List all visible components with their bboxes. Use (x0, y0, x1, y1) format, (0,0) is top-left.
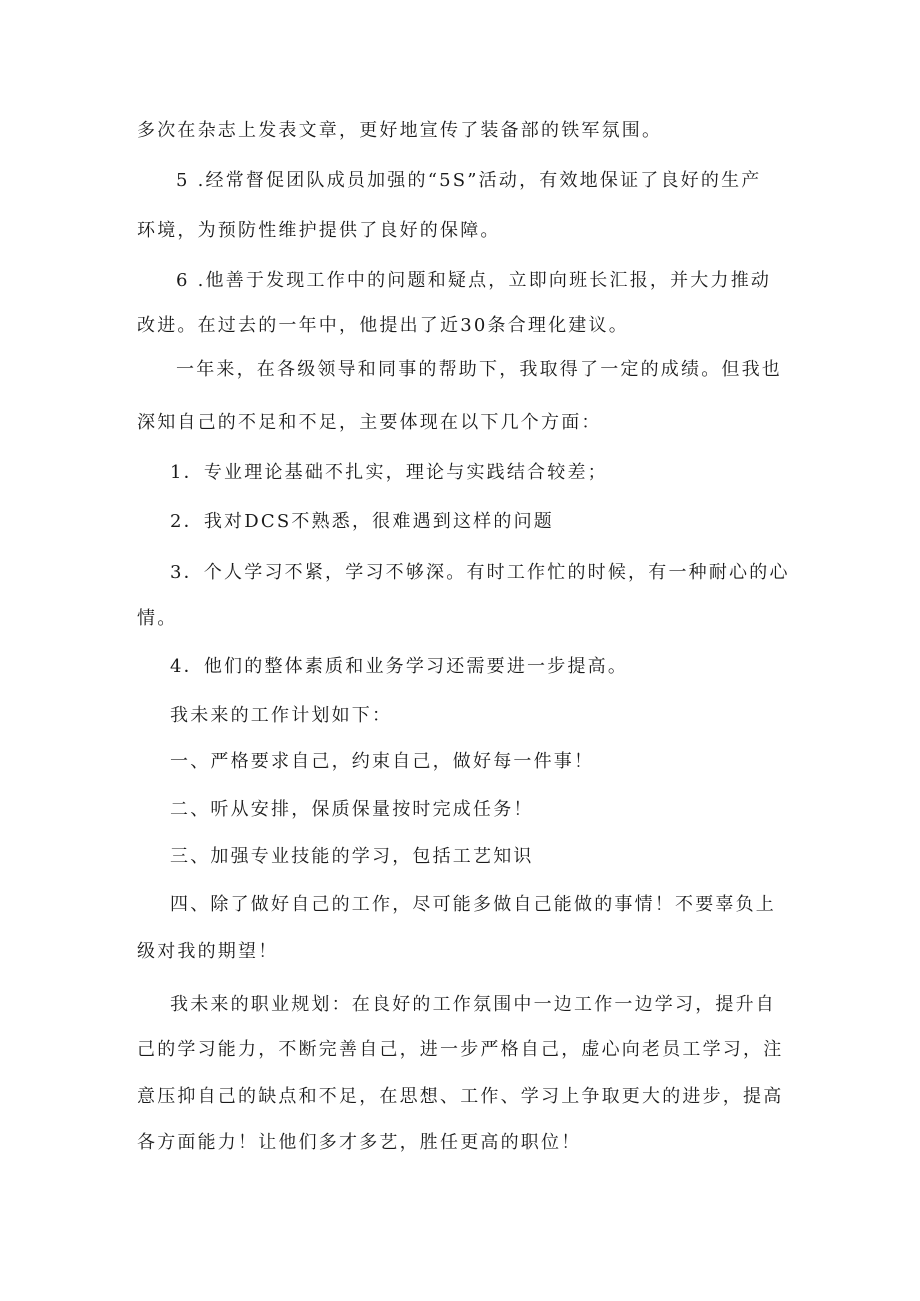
shortcoming-item-3: 3．个人学习不紧，学习不够深。有时工作忙的时候，有一种耐心的心 (170, 562, 790, 583)
plan-item-3: 三、加强专业技能的学习，包括工艺知识 (170, 846, 534, 867)
paragraph-line: 各方面能力！让他们多才多艺，胜任更高的职位！ (137, 1132, 582, 1153)
plan-heading: 我未来的工作计划如下： (170, 705, 393, 726)
list-item-6: 6 .他善于发现工作中的问题和疑点，立即向班长汇报，并大力推动 (176, 270, 772, 291)
paragraph-line: 级对我的期望！ (137, 941, 279, 962)
paragraph-line: 环境，为预防性维护提供了良好的保障。 (137, 220, 501, 241)
shortcoming-item-2: 2．我对DCS不熟悉，很难遇到这样的问题 (170, 511, 554, 532)
paragraph-line: 意压抑自己的缺点和不足，在思想、工作、学习上争取更大的进步，提高 (137, 1086, 784, 1107)
shortcoming-item-4: 4．他们的整体素质和业务学习还需要进一步提高。 (170, 656, 629, 677)
paragraph-line: 多次在杂志上发表文章，更好地宣传了装备部的铁军氛围。 (137, 120, 663, 141)
paragraph-line: 改进。在过去的一年中，他提出了近30条合理化建议。 (137, 315, 629, 336)
paragraph-line: 一年来，在各级领导和同事的帮助下，我取得了一定的成绩。但我也 (176, 359, 782, 380)
shortcoming-item-1: 1．专业理论基础不扎实，理论与实践结合较差； (170, 462, 608, 483)
paragraph-line: 己的学习能力，不断完善自己，进一步严格自己，虚心向老员工学习，注 (137, 1039, 784, 1060)
paragraph-line: 深知自己的不足和不足，主要体现在以下几个方面： (137, 412, 602, 433)
plan-item-2: 二、听从安排，保质保量按时完成任务！ (170, 799, 534, 820)
plan-item-1: 一、严格要求自己，约束自己，做好每一件事！ (170, 751, 595, 772)
career-plan-line: 我未来的职业规划：在良好的工作氛围中一边工作一边学习，提升自 (170, 994, 776, 1015)
plan-item-4: 四、除了做好自己的工作，尽可能多做自己能做的事情！不要辜负上 (170, 894, 776, 915)
list-item-5: 5 .经常督促团队成员加强的“5S”活动，有效地保证了良好的生产 (176, 170, 762, 191)
paragraph-line: 情。 (137, 608, 178, 629)
